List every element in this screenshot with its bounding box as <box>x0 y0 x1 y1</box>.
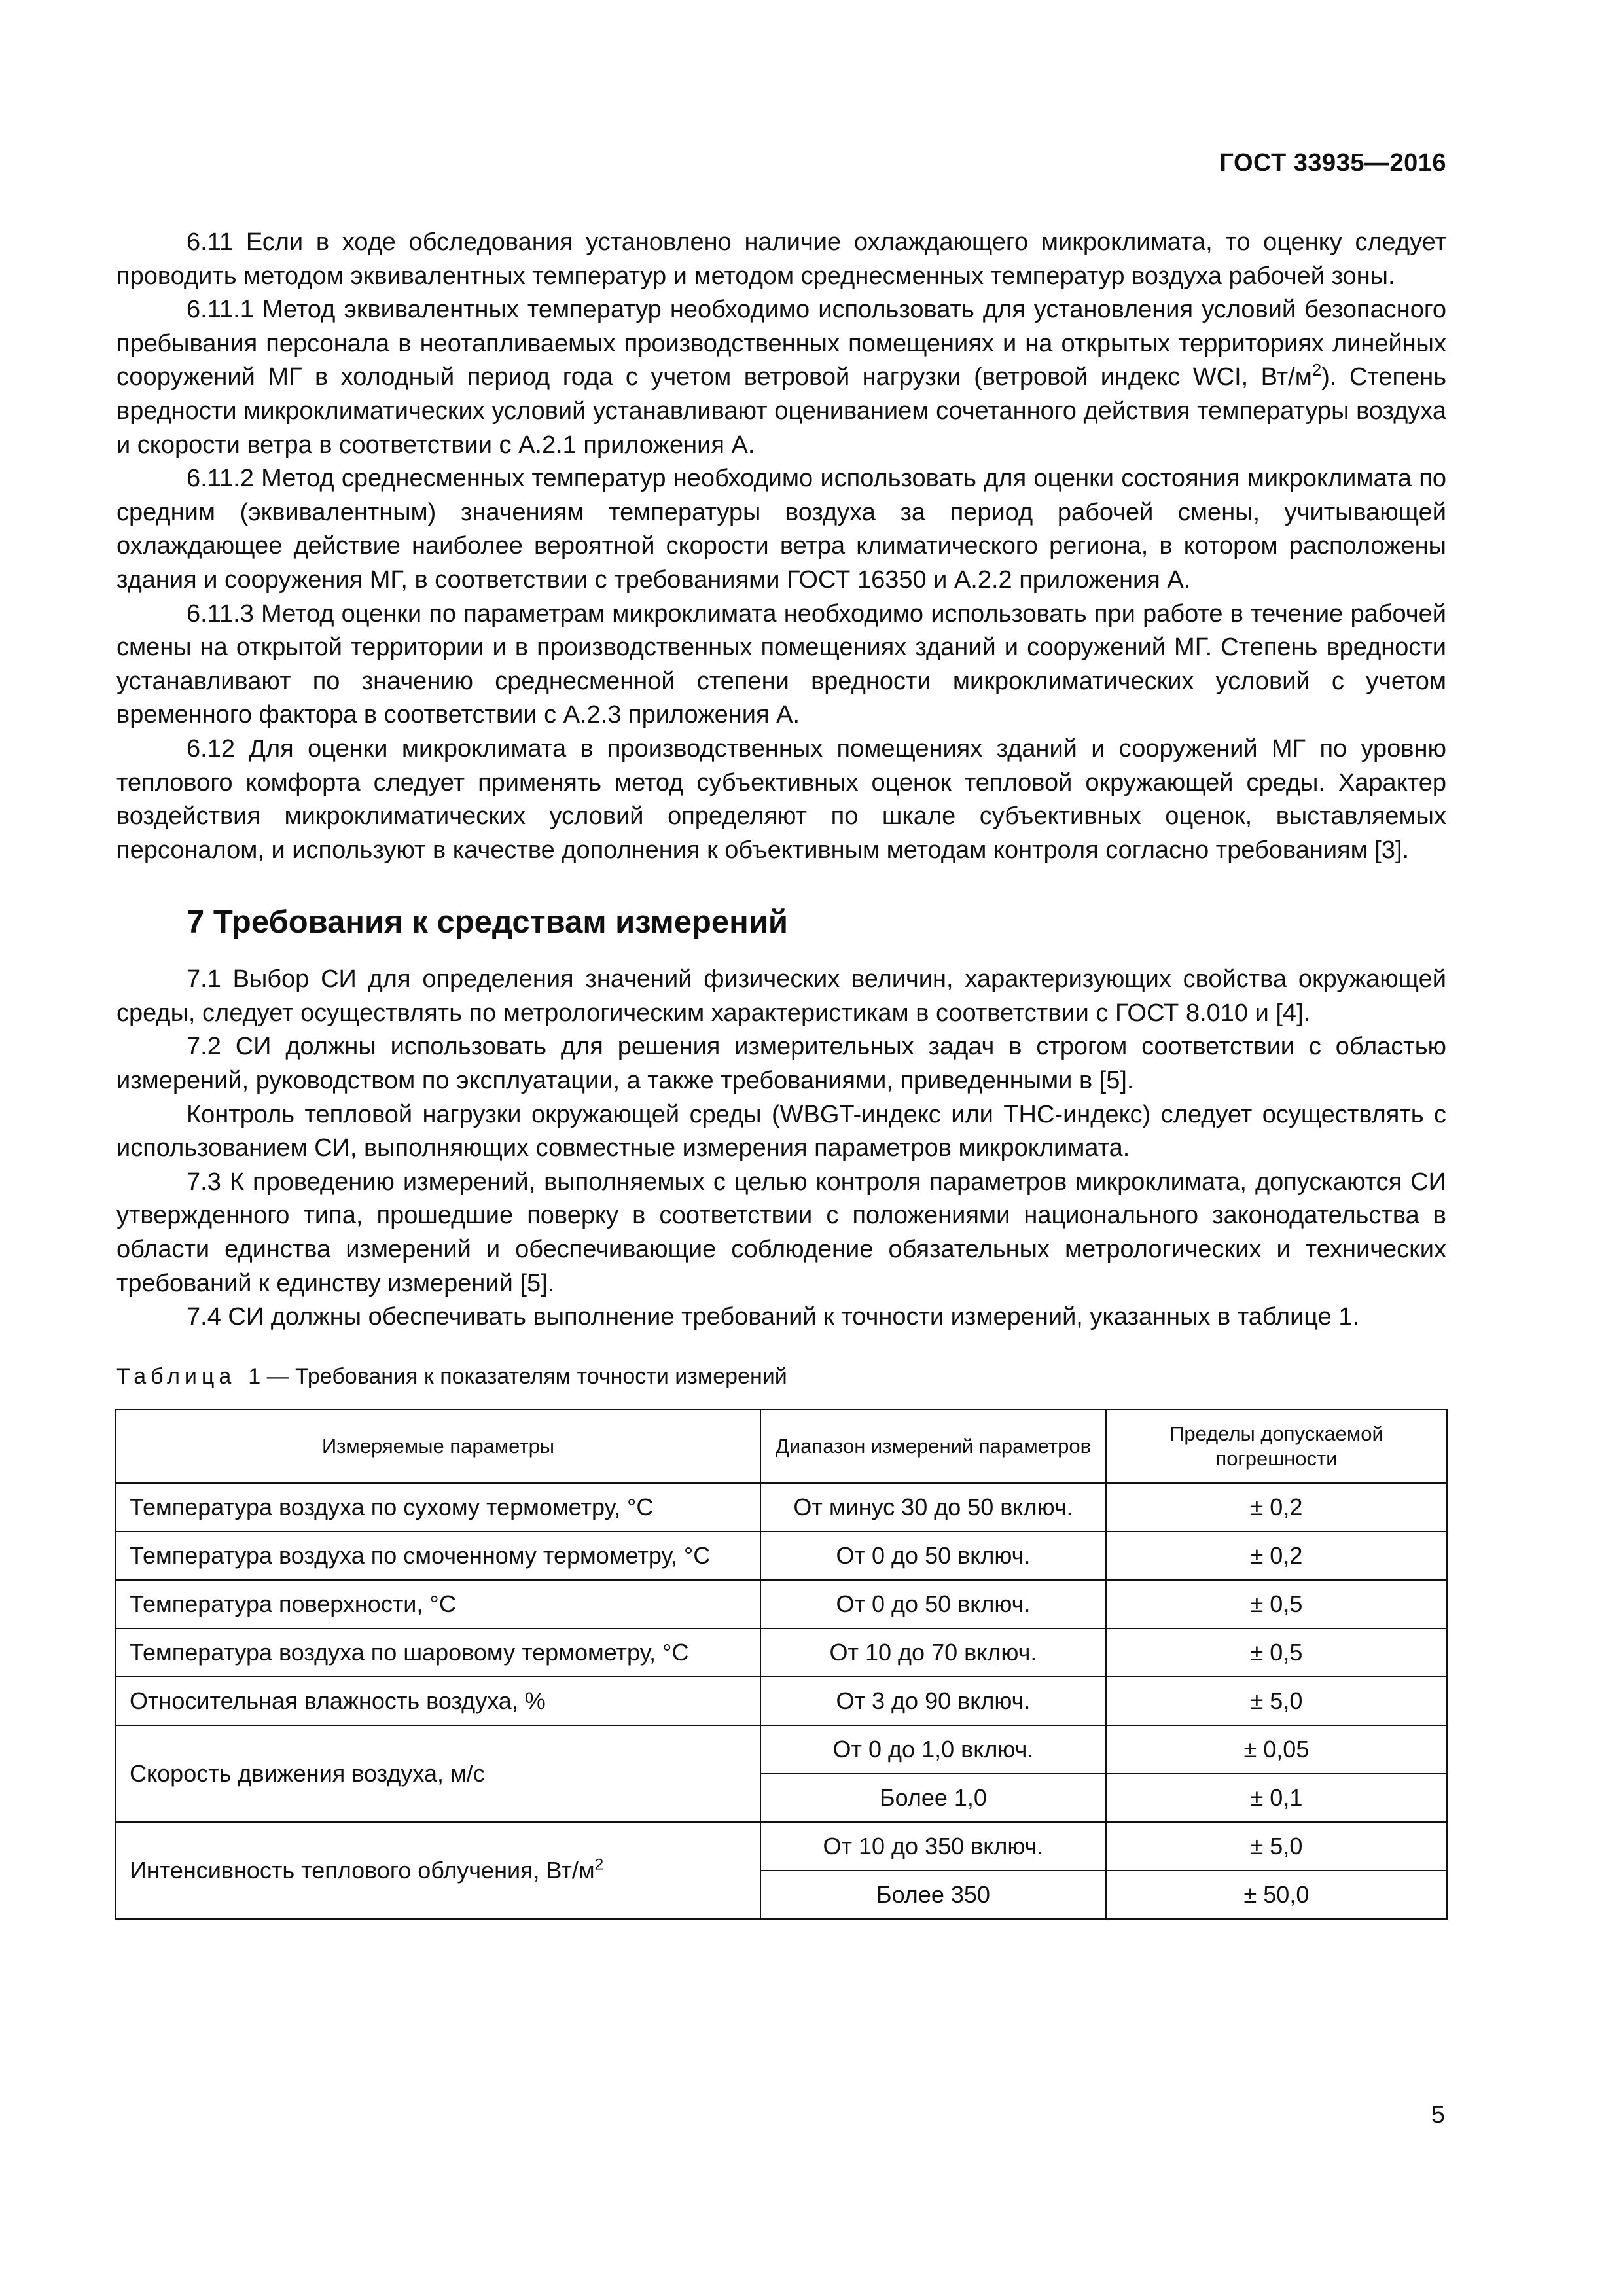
table-caption-label: Таблица <box>116 1363 236 1389</box>
page-content <box>116 226 1446 1920</box>
table-caption-text: 1 — Требования к показателям точности измерений <box>248 1363 787 1389</box>
cell-error: ± 50,0 <box>1106 1871 1447 1919</box>
paragraph-6-11-3: 6.11.3 Метод оценки по параметрам микроклимата необходимо использовать при работе в течение рабочей смены на открытой территории и в производственных помещениях зданий и сооружений МГ. Степень вредности устанавливают по значению среднесменной степени вредности микроклиматических условий с учетом временного фактора в соответствии с А.2.3 приложения А. <box>116 600 1446 729</box>
cell-range: От минус 30 до 50 включ. <box>760 1483 1106 1532</box>
header-measurement-range: Диапазон измерений параметров <box>760 1410 1106 1483</box>
table-header-row <box>116 1410 1447 1483</box>
cell-parameter-air-speed: Скорость движения воздуха, м/с <box>116 1725 760 1822</box>
cell-error: ± 0,1 <box>1106 1774 1447 1822</box>
table-row <box>116 1822 1447 1871</box>
paragraph-6-11: 6.11 Если в ходе обследования установлено наличие охлаждающего микроклимата, то оценку следует проводить методом эквивалентных температур и методом среднесменных температур воздуха рабочей зоны. <box>116 228 1446 290</box>
paragraph-7-1: 7.1 Выбор СИ для определения значений физических величин, характеризующих свойства окружающей среды, следует осуществлять по метрологическим характеристикам в соответствии с ГОСТ 8.010 и [4]. <box>116 965 1446 1027</box>
cell-error: ± 5,0 <box>1106 1822 1447 1871</box>
paragraph-6-11-1-part-a: 6.11.1 Метод эквивалентных температур необходимо использовать для установления условий безопасного пребывания персонала в неотапливаемых производственных помещениях и на открытых территориях линейных сооружений МГ в холодный период года с учетом ветровой нагрузки (ветровой индекс WCI, Вт/м <box>116 296 1446 391</box>
cell-range: Более 1,0 <box>760 1774 1106 1822</box>
table-row <box>116 1725 1447 1774</box>
document-code-header: ГОСТ 33935—2016 <box>1219 149 1446 177</box>
cell-range: От 0 до 50 включ. <box>760 1580 1106 1628</box>
paragraph-6-11-1-part-b: ). Степень вредности микроклиматических условий устанавливают оцениванием сочетанного действия температуры воздуха и скорости ветра в соответствии с А.2.1 приложения А. <box>116 363 1446 459</box>
section-7-title: 7 Требования к средствам измерений <box>187 905 788 941</box>
table-row <box>116 1580 1447 1628</box>
cell-parameter: Температура поверхности, °С <box>116 1580 760 1628</box>
cell-error: ± 0,5 <box>1106 1580 1447 1628</box>
cell-error: ± 0,05 <box>1106 1725 1447 1774</box>
paragraph-7-4: 7.4 СИ должны обеспечивать выполнение требований к точности измерений, указанных в таблице 1. <box>187 1303 1360 1331</box>
cell-range: От 10 до 70 включ. <box>760 1628 1106 1677</box>
header-measured-parameters: Измеряемые параметры <box>116 1410 760 1483</box>
superscript-2: 2 <box>1311 361 1322 380</box>
page-number: 5 <box>1431 2101 1445 2128</box>
table-row <box>116 1483 1447 1532</box>
cell-error: ± 0,2 <box>1106 1483 1447 1532</box>
cell-error: ± 0,5 <box>1106 1628 1447 1677</box>
accuracy-requirements-table <box>115 1409 1448 1920</box>
paragraph-7-2: 7.2 СИ должны использовать для решения измерительных задач в строгом соответствии с областью измерений, руководством по эксплуатации, а также требованиями, приведенными в [5]. <box>116 1033 1446 1095</box>
cell-error: ± 0,2 <box>1106 1532 1447 1580</box>
cell-range: От 3 до 90 включ. <box>760 1677 1106 1725</box>
superscript-2: 2 <box>594 1856 604 1874</box>
paragraph-7-2-continued: Контроль тепловой нагрузки окружающей среды (WBGT-индекс или ТНС-индекс) следует осуществлять с использованием СИ, выполняющих совместные измерения параметров микроклимата. <box>116 1100 1446 1162</box>
paragraph-6-11-1 <box>116 293 1446 462</box>
cell-range: От 0 до 1,0 включ. <box>760 1725 1106 1774</box>
cell-parameter: Температура воздуха по шаровому термометру, °С <box>116 1628 760 1677</box>
cell-range: Более 350 <box>760 1871 1106 1919</box>
irradiation-label: Интенсивность теплового облучения, Вт/м <box>130 1856 595 1884</box>
table-row <box>116 1677 1447 1725</box>
table-row <box>116 1532 1447 1580</box>
cell-parameter-irradiation <box>116 1822 760 1919</box>
cell-range: От 10 до 350 включ. <box>760 1822 1106 1871</box>
cell-parameter: Температура воздуха по сухому термометру, °С <box>116 1483 760 1532</box>
table-row <box>116 1628 1447 1677</box>
paragraph-6-11-2: 6.11.2 Метод среднесменных температур необходимо использовать для оценки состояния микроклимата по средним (эквивалентным) значениям температуры воздуха за период рабочей смены, учитывающей охлаждающее действие наиболее вероятной скорости ветра климатического региона, в котором расположены здания и сооружения МГ, в соответствии с требованиями ГОСТ 16350 и А.2.2 приложения А. <box>116 465 1446 594</box>
header-permissible-error: Пределы допускаемой погрешности <box>1106 1410 1447 1483</box>
cell-range: От 0 до 50 включ. <box>760 1532 1106 1580</box>
cell-parameter: Относительная влажность воздуха, % <box>116 1677 760 1725</box>
cell-error: ± 5,0 <box>1106 1677 1447 1725</box>
table-1-caption <box>116 1362 1446 1391</box>
paragraph-6-12: 6.12 Для оценки микроклимата в производственных помещениях зданий и сооружений МГ по уровню теплового комфорта следует применять метод субъективных оценок тепловой окружающей среды. Характер воздействия микроклиматических условий определяют по шкале субъективных оценок, выставляемых персоналом, и используют в качестве дополнения к объективным методам контроля согласно требованиям [3]. <box>116 734 1446 864</box>
cell-parameter: Температура воздуха по смоченному термометру, °С <box>116 1532 760 1580</box>
paragraph-7-3: 7.3 К проведению измерений, выполняемых с целью контроля параметров микроклимата, допускаются СИ утвержденного типа, прошедшие поверку в соответствии с положениями национального законодательства в области единства измерений и обеспечивающие соблюдение обязательных метрологических и технических требований к единству измерений [5]. <box>116 1168 1446 1297</box>
